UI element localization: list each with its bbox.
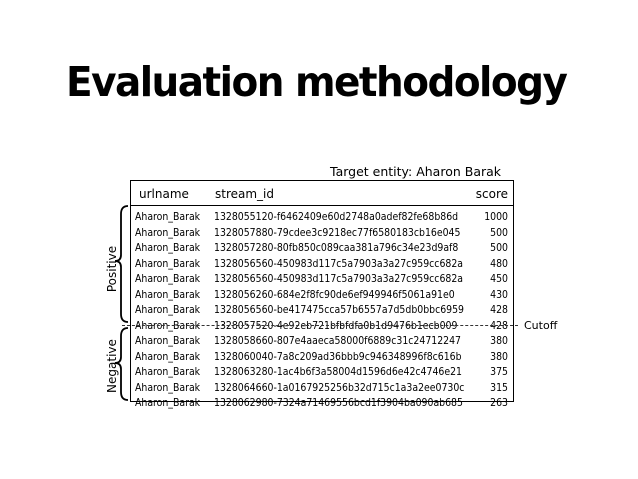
cell-score: 263 bbox=[490, 397, 508, 409]
table-row bbox=[131, 381, 513, 397]
table-row bbox=[131, 303, 513, 319]
negative-label: Negative bbox=[105, 339, 119, 393]
column-header-score: score bbox=[475, 187, 508, 201]
slide-title: Evaluation methodology bbox=[66, 58, 567, 106]
cell-score: 428 bbox=[490, 304, 508, 316]
cell-urlname: Aharon_Barak bbox=[135, 319, 201, 332]
cell-stream-id: 1328064660-1a0167925256b32d715c1a3a2ee0730c bbox=[214, 381, 465, 394]
table-row bbox=[131, 365, 513, 381]
column-header-urlname: urlname bbox=[139, 187, 189, 201]
cell-urlname: Aharon_Barak bbox=[135, 381, 201, 394]
cell-score: 480 bbox=[490, 257, 508, 270]
cell-stream-id: 1328056560-be417475cca57b6557a7d5db0bbc6959 bbox=[214, 304, 464, 316]
cell-urlname: Aharon_Barak bbox=[135, 288, 201, 301]
cell-stream-id: 1328057880-79cdee3c9218ec77f6580183cb16e045 bbox=[214, 226, 461, 239]
cell-urlname: Aharon_Barak bbox=[135, 211, 201, 223]
cell-urlname: Aharon_Barak bbox=[135, 350, 201, 363]
table-row bbox=[131, 350, 513, 366]
cell-stream-id: 1328056560-450983d117c5a7903a3a27c959cc682a bbox=[214, 273, 464, 285]
cell-urlname: Aharon_Barak bbox=[135, 335, 201, 347]
target-entity-label: Target entity: Aharon Barak bbox=[330, 164, 502, 179]
cell-urlname: Aharon_Barak bbox=[135, 226, 201, 239]
cell-score: 428 bbox=[490, 319, 508, 332]
positive-brace bbox=[115, 206, 128, 322]
cell-stream-id: 1328062980-7324a71469556bcd1f3904ba090ab685 bbox=[214, 397, 463, 409]
cell-stream-id: 1328056260-684e2f8fc90de6ef949946f5061a91e0 bbox=[214, 288, 455, 301]
cell-score: 500 bbox=[490, 242, 508, 254]
cell-urlname: Aharon_Barak bbox=[135, 242, 201, 254]
cell-stream-id: 1328060040-7a8c209ad36bbb9c946348996f8c616b bbox=[214, 350, 462, 363]
cell-score: 380 bbox=[490, 350, 508, 363]
group-braces bbox=[112, 200, 132, 410]
cell-stream-id: 1328057280-80fb850c089caa381a796c34e23d9af8 bbox=[214, 242, 459, 254]
cell-stream-id: 1328056560-450983d117c5a7903a3a27c959cc682a bbox=[214, 257, 464, 270]
cutoff-label: Cutoff bbox=[524, 319, 558, 332]
positive-label: Positive bbox=[105, 245, 119, 293]
cell-score: 1000 bbox=[484, 211, 508, 223]
cutoff-line bbox=[122, 325, 518, 326]
table-row bbox=[131, 257, 513, 273]
cell-stream-id: 1328057520-4e92eb721bfbfdfa0b1d9476b1ecb009 bbox=[214, 319, 458, 332]
cell-score: 430 bbox=[490, 288, 508, 301]
table-row bbox=[131, 334, 513, 350]
table-row bbox=[131, 241, 513, 257]
cell-urlname: Aharon_Barak bbox=[135, 257, 201, 270]
negative-brace bbox=[115, 328, 128, 400]
cell-stream-id: 1328055120-f6462409e60d2748a0adef82fe68b86d bbox=[214, 211, 459, 223]
results-table bbox=[130, 180, 514, 409]
column-header-stream-id: stream_id bbox=[215, 187, 275, 201]
header-divider bbox=[131, 205, 513, 206]
cell-stream-id: 1328058660-807e4aaeca58000f6889c31c24712247 bbox=[214, 335, 461, 347]
table-row bbox=[131, 288, 513, 304]
cell-score: 375 bbox=[490, 366, 508, 378]
cell-urlname: Aharon_Barak bbox=[135, 304, 201, 316]
cell-urlname: Aharon_Barak bbox=[135, 273, 201, 285]
cell-urlname: Aharon_Barak bbox=[135, 397, 201, 409]
table-row bbox=[131, 396, 513, 412]
cell-score: 500 bbox=[490, 226, 508, 239]
cell-stream-id: 1328063280-1ac4b6f3a58004d1596d6e42c4746e21 bbox=[214, 366, 462, 378]
cell-score: 450 bbox=[490, 273, 508, 285]
table-body bbox=[131, 210, 513, 412]
table-row bbox=[131, 272, 513, 288]
cell-urlname: Aharon_Barak bbox=[135, 366, 201, 378]
cell-score: 315 bbox=[490, 381, 508, 394]
table-row bbox=[131, 226, 513, 242]
table-row bbox=[131, 210, 513, 226]
cell-score: 380 bbox=[490, 335, 508, 347]
table-row bbox=[131, 319, 513, 335]
